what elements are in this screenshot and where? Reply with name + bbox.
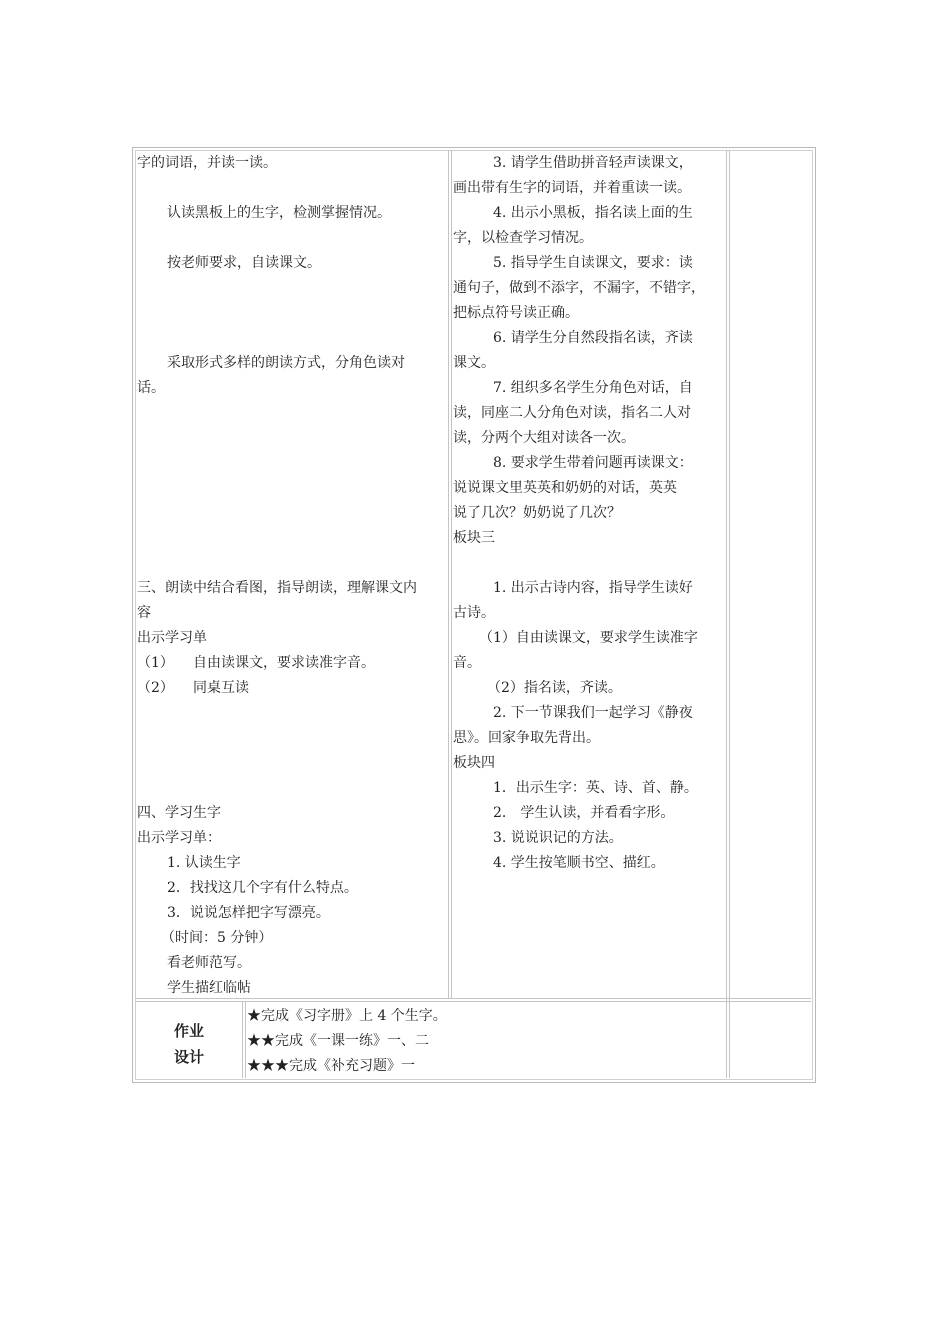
item-2-text: 同桌互读 <box>193 680 249 696</box>
mid-line-5: 5. 指导学生自读课文，要求：读 <box>493 255 693 271</box>
mid-line-2: 画出带有生字的词语，并着重读一读。 <box>453 180 691 196</box>
item-2-number: （2） <box>137 680 174 696</box>
divider-left-mid <box>448 150 449 998</box>
left-line-3: 按老师要求，自读课文。 <box>167 255 321 271</box>
mid-line-10: 7. 组织多名学生分角色对话，自 <box>493 380 693 396</box>
mid-line-22: 2. 下一节课我们一起学习《静夜 <box>493 705 693 721</box>
mid-line-19: （1）自由读课文，要求学生读准字 <box>479 630 698 646</box>
divider-mid-right <box>726 150 727 1078</box>
mid-line-9: 课文。 <box>453 355 495 371</box>
time-note: （时间：5 分钟） <box>161 930 273 946</box>
row-divider-2 <box>135 1001 811 1002</box>
mid-line-6: 通句子，做到不添字，不漏字，不错字， <box>453 280 705 296</box>
homework-item-1: ★完成《习字册》上 4 个生字。 <box>247 1008 447 1024</box>
block-3-heading: 板块三 <box>453 530 495 546</box>
task-3: 3．说说怎样把字写漂亮。 <box>167 905 330 921</box>
task-2: 2．找找这几个字有什么特点。 <box>167 880 358 896</box>
left-line-trace: 学生描红临帖 <box>167 980 251 996</box>
mid-line-21: （2）指名读，齐读。 <box>487 680 622 696</box>
mid-line-15: 说了几次？奶奶说了几次？ <box>453 505 621 521</box>
mid-line-25: 1．出示生字：英、诗、首、静。 <box>493 780 698 796</box>
left-line-2: 认读黑板上的生字，检测掌握情况。 <box>167 205 391 221</box>
homework-item-2: ★★完成《一课一练》一、二 <box>247 1033 429 1049</box>
block-4-heading: 板块四 <box>453 755 495 771</box>
mid-line-12: 读，分两个大组对读各一次。 <box>453 430 635 446</box>
left-line-5: 话。 <box>137 380 165 396</box>
mid-line-1: 3. 请学生借助拼音轻声读课文， <box>493 155 693 171</box>
mid-line-3: 4. 出示小黑板，指名读上面的生 <box>493 205 693 221</box>
mid-line-17: 1. 出示古诗内容，指导学生读好 <box>493 580 693 596</box>
item-1-number: （1） <box>137 655 174 671</box>
mid-line-23: 思》。回家争取先背出。 <box>453 730 600 746</box>
mid-line-4: 字，以检查学习情况。 <box>453 230 593 246</box>
mid-line-28: 4. 学生按笔顺书空、描红。 <box>493 855 665 871</box>
homework-item-3: ★★★完成《补充习题》一 <box>247 1058 415 1074</box>
section-3-heading: 三、朗读中结合看图，指导朗读，理解课文内 <box>137 580 417 596</box>
task-1: 1. 认读生字 <box>167 855 241 871</box>
left-line-4: 采取形式多样的朗读方式，分角色读对 <box>167 355 405 371</box>
left-line-watch: 看老师范写。 <box>167 955 251 971</box>
mid-line-8: 6. 请学生分自然段指名读，齐读 <box>493 330 693 346</box>
item-1-text: 自由读课文，要求读准字音。 <box>193 655 375 671</box>
mid-line-11: 读，同座二人分角色对读，指名二人对 <box>453 405 691 421</box>
mid-line-7: 把标点符号读正确。 <box>453 305 579 321</box>
divider-mid-right-2 <box>729 150 730 1078</box>
section-4-heading: 四、学习生字 <box>137 805 221 821</box>
divider-left-mid-2 <box>451 150 452 998</box>
mid-line-20: 音。 <box>453 655 481 671</box>
mid-line-26: 2． 学生认读，并看看字形。 <box>493 805 675 821</box>
mid-line-13: 8. 要求学生带着问题再读课文： <box>493 455 693 471</box>
section-3-heading-cont: 容 <box>137 605 151 621</box>
homework-divider-2 <box>245 1001 246 1078</box>
homework-label-line-2: 设计 <box>173 1048 204 1066</box>
study-sheet-label: 出示学习单 <box>137 630 207 646</box>
study-sheet-label-2: 出示学习单： <box>137 830 221 846</box>
mid-line-14: 说说课文里英英和奶奶的对话，英英 <box>453 480 677 496</box>
left-line-1: 字的词语，并读一读。 <box>137 155 277 171</box>
mid-line-27: 3. 说说识记的方法。 <box>493 830 623 846</box>
mid-line-18: 古诗。 <box>453 605 495 621</box>
homework-label-line-1: 作业 <box>173 1022 204 1040</box>
row-divider <box>135 998 811 999</box>
